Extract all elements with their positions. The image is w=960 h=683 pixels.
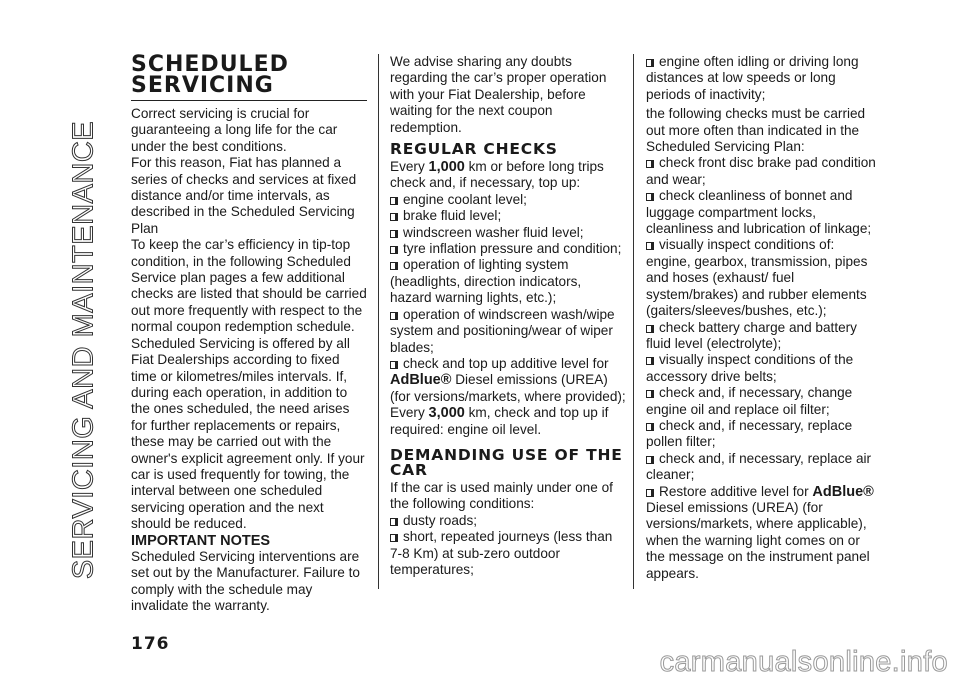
- checkbox-bullet-icon: [646, 242, 654, 250]
- list-item-text: engine often idling or driving long distances at low speeds or long periods of inactivity;: [646, 54, 859, 102]
- distance-value: 1,000: [428, 159, 465, 176]
- list-item-text: check front disc brake pad condition and wear;: [646, 155, 876, 187]
- paragraph: Scheduled Servicing is offered by all Fiat Dealerships according to fixed time or kilometres/miles intervals. If, during each operation, in addition to the ones scheduled, the need arises for further replacements or repairs, these may be carried out with the owner's explicit agreement only. If your car is used frequently for towing, the interval between one scheduled servicing operation and the next should be reduced.: [131, 335, 365, 532]
- section-title: DEMANDING USE OF THE CAR: [390, 445, 623, 479]
- notes-heading: IMPORTANT NOTES: [131, 532, 271, 549]
- paragraph: Scheduled Servicing interventions are set out by the Manufacturer. Failure to comply with the schedule may invalidate the warranty.: [131, 548, 360, 614]
- brand-name: AdBlue®: [812, 483, 874, 500]
- list-item: [390, 356, 626, 405]
- paragraph: If the car is used mainly under one of the following conditions:: [390, 479, 613, 512]
- text: Restore additive level for: [659, 483, 813, 499]
- checkbox-bullet-icon: [646, 59, 654, 67]
- paragraph: [390, 405, 626, 438]
- section-side-tab: SERVICING AND MAINTENANCE: [67, 120, 100, 580]
- list-item-text: check and, if necessary, replace air cleaner;: [646, 450, 872, 483]
- checkbox-bullet-icon: [646, 193, 654, 201]
- checkbox-bullet-icon: [646, 423, 654, 431]
- list-item: [390, 513, 626, 529]
- list-item: [646, 484, 878, 582]
- paragraph: To keep the car’s efficiency in tip-top condition, in the following Scheduled Service plan pages a few additional checks are listed that should be carried out more frequently with respect to the normal coupon redemption schedule.: [131, 237, 367, 335]
- brand-name: AdBlue®: [390, 372, 452, 389]
- paragraph: [390, 159, 626, 192]
- list-item-text: short, repeated journeys (less than 7-8 Km) at sub-zero outdoor temperatures;: [390, 529, 613, 577]
- list-item: [646, 237, 878, 319]
- checkbox-bullet-icon: [646, 325, 654, 333]
- paragraph: For this reason, Fiat has planned a series of checks and services at fixed distance and/or time intervals, as described in the Scheduled Servicing Plan: [131, 155, 357, 236]
- checkbox-bullet-icon: [646, 489, 654, 497]
- checkbox-bullet-icon: [390, 213, 398, 221]
- column-1: [131, 54, 367, 615]
- list-item: [646, 155, 878, 188]
- checkbox-bullet-icon: [390, 518, 398, 526]
- list-item-text: operation of windscreen wash/wipe system and positioning/wear of wiper blades;: [390, 306, 615, 355]
- checkbox-bullet-icon: [646, 456, 654, 464]
- list-item-text: brake fluid level;: [403, 208, 502, 224]
- column-divider: [378, 54, 379, 589]
- list-item-text: engine coolant level;: [403, 191, 527, 207]
- list-item: [390, 529, 626, 578]
- page-title: [131, 54, 367, 101]
- list-item: [646, 54, 878, 103]
- list-item: [646, 418, 878, 451]
- list-item: [646, 352, 878, 385]
- list-item-text: check battery charge and battery fluid level (electrolyte);: [646, 319, 857, 351]
- list-item-text: visually inspect conditions of the accessory drive belts;: [646, 352, 854, 384]
- checkbox-bullet-icon: [646, 357, 654, 365]
- checkbox-bullet-icon: [390, 262, 398, 270]
- list-item-text: visually inspect conditions of: engine, gearbox, transmission, pipes and hoses (exhaust/ fuel system/brakes) and rubber elements (gaiters/sleeves/bushes, etc.);: [646, 237, 868, 319]
- text: km or before long trips check and, if necessary, top up:: [390, 159, 604, 191]
- paragraph: the following checks must be carried out more often than indicated in the Scheduled Servicing Plan:: [646, 106, 866, 155]
- text: km, check and top up if required: engine oil level.: [390, 405, 609, 437]
- list-item: [646, 188, 878, 237]
- paragraph: Correct servicing is crucial for guaranteeing a long life for the car under the best conditions.: [131, 106, 338, 154]
- text: Diesel emissions (UREA) (for versions/markets, where applicable), when the warning light comes on or the message on the instrument panel appears.: [646, 499, 870, 581]
- title-line: SCHEDULED: [131, 52, 289, 77]
- list-item: [390, 192, 626, 208]
- watermark: carmanualsonline.info: [659, 646, 948, 678]
- list-item: [390, 208, 626, 224]
- column-2: [390, 54, 626, 578]
- checkbox-bullet-icon: [390, 312, 398, 320]
- list-item-text: operation of lighting system (headlights, direction indicators, hazard warning lights, etc.);: [390, 257, 582, 306]
- list-item: [390, 225, 626, 241]
- checkbox-bullet-icon: [390, 230, 398, 238]
- column-3: [646, 54, 878, 582]
- list-item: [390, 241, 626, 257]
- section-title: REGULAR CHECKS: [390, 140, 558, 159]
- list-item: [390, 307, 626, 356]
- paragraph: We advise sharing any doubts regarding the car’s proper operation with your Fiat Dealership, before waiting for the next coupon redemption.: [390, 54, 607, 135]
- list-item: [646, 320, 878, 353]
- list-item-text: dusty roads;: [403, 512, 478, 528]
- list-item-text: check cleanliness of bonnet and luggage compartment locks, cleanliness and lubrication of linkage;: [646, 188, 872, 237]
- list-item: [646, 385, 878, 418]
- page-number: 176: [131, 634, 170, 654]
- text: check and top up additive level for: [403, 355, 609, 371]
- checkbox-bullet-icon: [390, 534, 398, 542]
- text: Every: [390, 159, 429, 175]
- list-item: [390, 257, 626, 306]
- checkbox-bullet-icon: [646, 390, 654, 398]
- title-line: SERVICING: [131, 73, 274, 98]
- distance-value: 3,000: [428, 405, 465, 422]
- checkbox-bullet-icon: [646, 160, 654, 168]
- list-item-text: windscreen washer fluid level;: [403, 224, 584, 240]
- list-item-text: check and, if necessary, change engine oil and replace oil filter;: [646, 385, 853, 417]
- checkbox-bullet-icon: [390, 246, 398, 254]
- list-item: [646, 451, 878, 484]
- checkbox-bullet-icon: [390, 197, 398, 205]
- list-item-text: check and, if necessary, replace pollen filter;: [646, 417, 853, 450]
- text: Every: [390, 405, 429, 421]
- list-item-text: tyre inflation pressure and condition;: [403, 241, 622, 257]
- text: Diesel emissions (UREA) (for versions/markets, where provided);: [390, 372, 626, 404]
- column-divider: [633, 54, 634, 589]
- checkbox-bullet-icon: [390, 361, 398, 369]
